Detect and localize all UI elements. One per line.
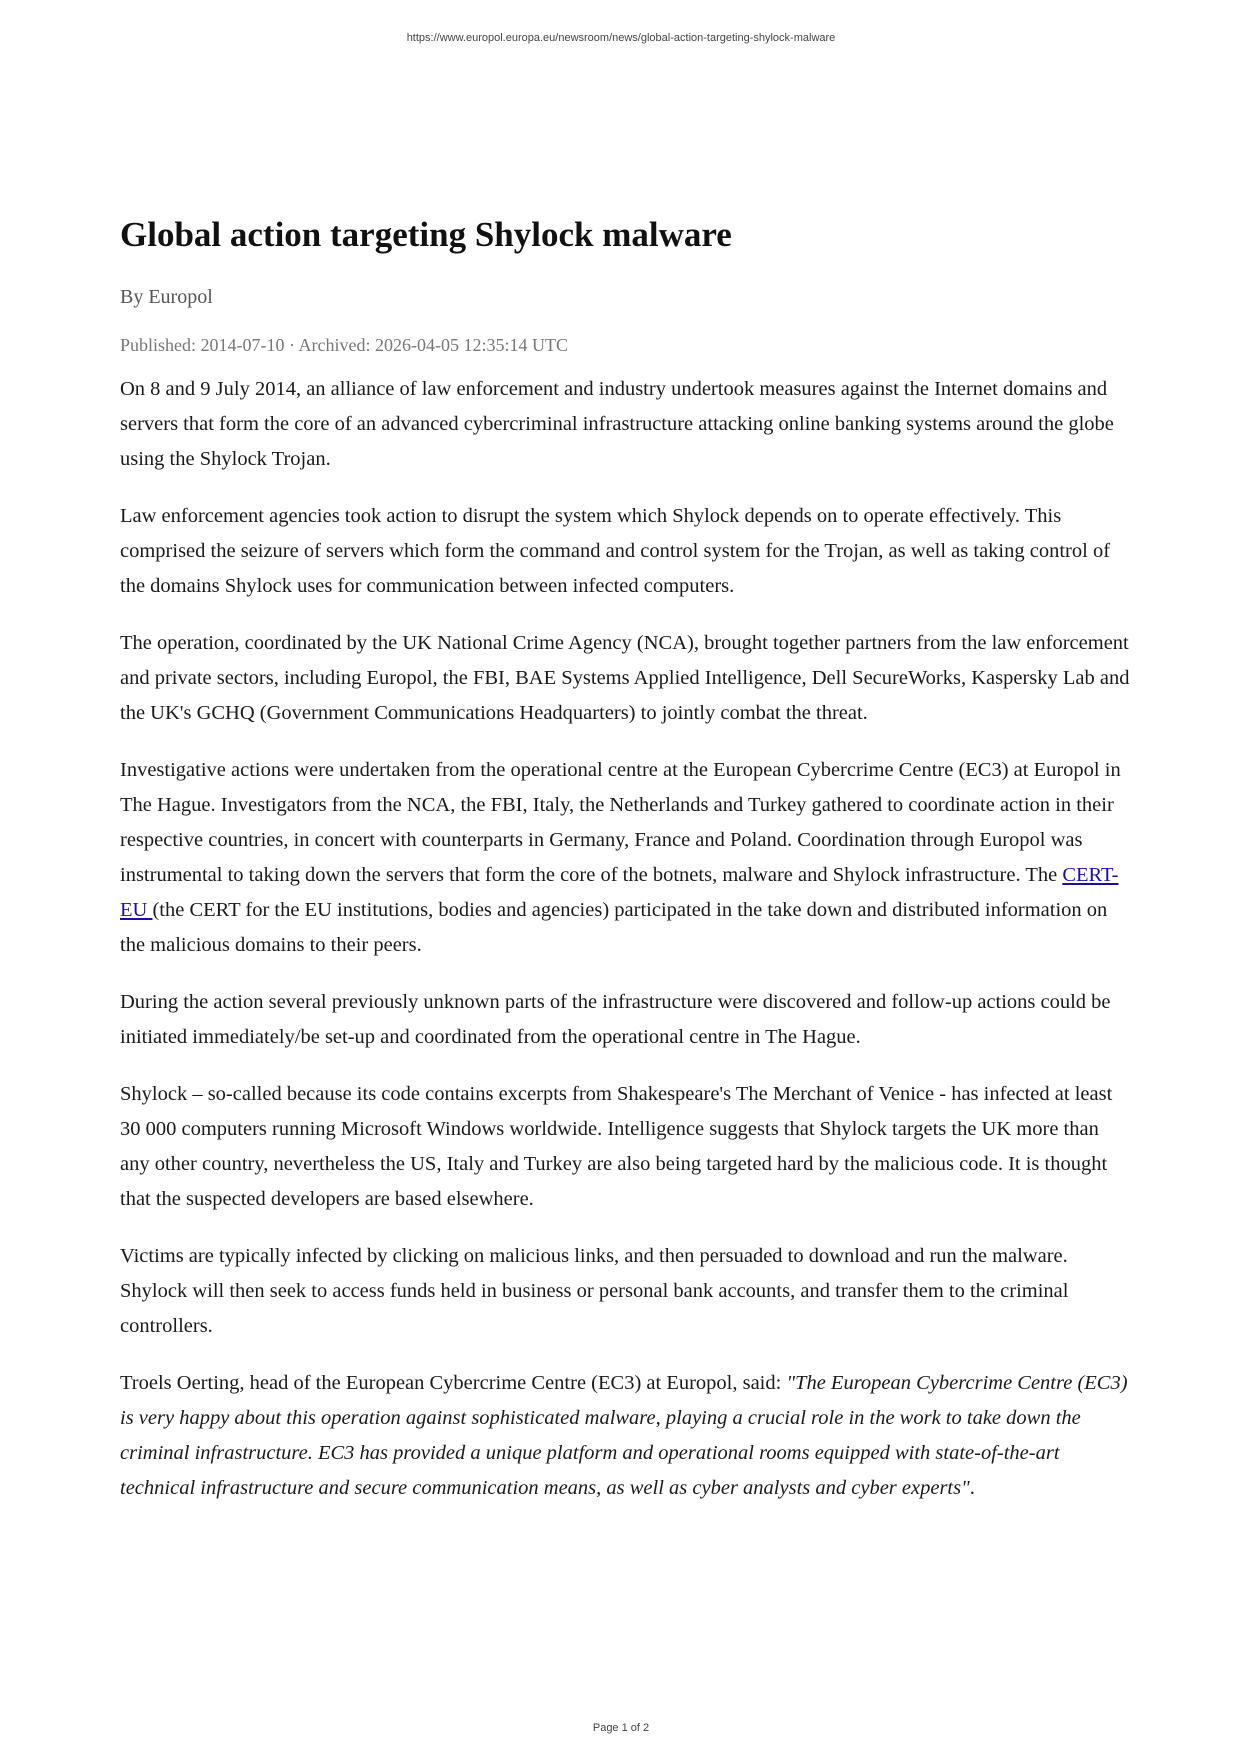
- page-url-header: https://www.europol.europa.eu/newsroom/news/global-action-targeting-shylock-malware: [406, 32, 836, 44]
- page-number-footer: Page 1 of 2: [592, 1722, 650, 1734]
- article: [120, 212, 1130, 1506]
- quote-intro: Troels Oerting, head of the European Cybercrime Centre (EC3) at Europol, said:: [120, 1372, 787, 1394]
- article-paragraph-3: The operation, coordinated by the UK National Crime Agency (NCA), brought together partners from the law enforcement and private sectors, including Europol, the FBI, BAE Systems Applied Intelligence, Dell SecureWorks, Kaspersky Lab and the UK's GCHQ (Government Communications Headquarters) to jointly combat the threat.: [120, 632, 1130, 724]
- article-paragraph-4: [120, 753, 1130, 963]
- cert-eu-link[interactable]: CERT-EU: [120, 864, 1119, 921]
- article-meta: Published: 2014-07-10 · Archived: 2026-04-05 12:35:14 UTC: [120, 335, 568, 355]
- article-paragraph-2: Law enforcement agencies took action to disrupt the system which Shylock depends on to operate effectively. This comprised the seizure of servers which form the command and control system for the Trojan, as well as taking control of the domains Shylock uses for communication between infected computers.: [120, 505, 1111, 597]
- article-paragraph-7: Victims are typically infected by clicking on malicious links, and then persuaded to download and run the malware. Shylock will then seek to access funds held in business or personal bank accounts, and transfer them to the criminal controllers.: [120, 1245, 1069, 1337]
- paragraph-4-text-after: (the CERT for the EU institutions, bodies and agencies) participated in the take down and distributed information on the malicious domains to their peers.: [120, 899, 1108, 956]
- quote-text: "The European Cybercrime Centre (EC3) is very happy about this operation against sophisticated malware, playing a crucial role in the work to take down the criminal infrastructure. EC3 has provided a unique platform and operational rooms equipped with state-of-the-art technical infrastructure and secure communication means, as well as cyber analysts and cyber experts": [120, 1372, 1128, 1499]
- article-quote-paragraph: [120, 1366, 1130, 1506]
- quote-end: .: [969, 1477, 975, 1499]
- article-paragraph-1: On 8 and 9 July 2014, an alliance of law enforcement and industry undertook measures against the Internet domains and servers that form the core of an advanced cybercriminal infrastructure attacking online banking systems around the globe using the Shylock Trojan.: [120, 378, 1114, 470]
- article-byline: By Europol: [120, 286, 213, 308]
- article-paragraph-6: Shylock – so-called because its code contains excerpts from Shakespeare's The Merchant of Venice - has infected at least 30 000 computers running Microsoft Windows worldwide. Intelligence suggests that Shylock targets the UK more than any other country, nevertheless the US, Italy and Turkey are also being targeted hard by the malicious code. It is thought that the suspected developers are based elsewhere.: [120, 1083, 1113, 1210]
- paragraph-4-text-before: Investigative actions were undertaken from the operational centre at the European Cybercrime Centre (EC3) at Europol in The Hague. Investigators from the NCA, the FBI, Italy, the Netherlands and Turkey gathered to coordinate action in their respective countries, in concert with counterparts in Germany, France and Poland. Coordination through Europol was instrumental to taking down the servers that form the core of the botnets, malware and Shylock infrastructure. The: [120, 759, 1121, 886]
- article-title: Global action targeting Shylock malware: [120, 215, 732, 254]
- article-paragraph-5: During the action several previously unknown parts of the infrastructure were discovered and follow-up actions could be initiated immediately/be set-up and coordinated from the operational centre in The Hague.: [120, 991, 1111, 1048]
